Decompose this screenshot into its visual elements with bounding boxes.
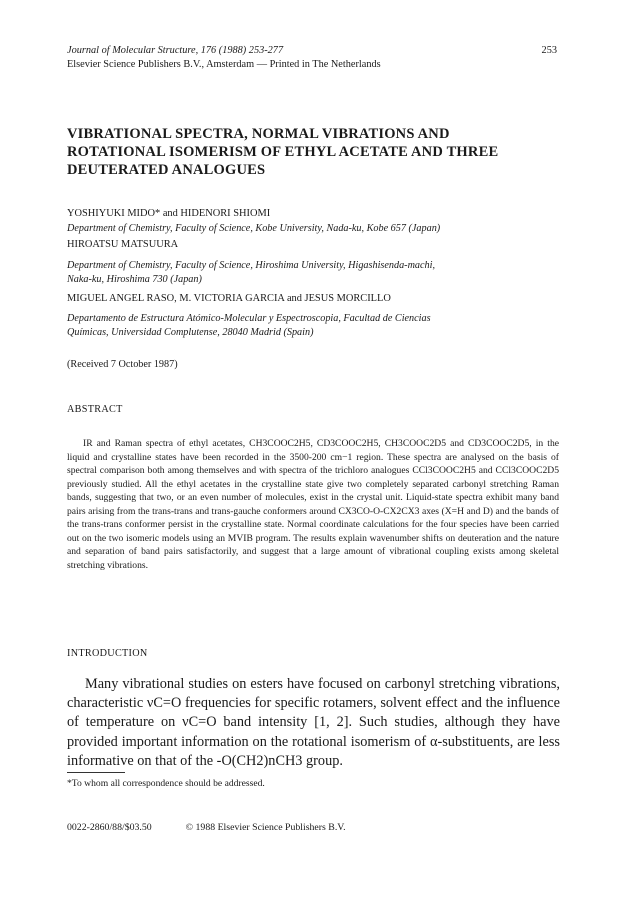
affiliation-2 [67,259,547,287]
article-code: 0022-2860/88/$03.50 [67,822,152,833]
footnote-divider [67,772,125,773]
author-group-3: MIGUEL ANGEL RASO, M. VICTORIA GARCIA and JESUS MORCILLO [67,293,391,304]
affiliation-3 [67,312,547,340]
abstract-text: IR and Raman spectra of ethyl acetates, CH3COOC2H5, CD3COOC2H5, CH3COOC2D5 and CD3COOC2D5, in the liquid and crystalline states have been recorded in the 3500-200 cm−1 region. These spectra are analysed on the basis of spectral comparison both among themselves and with spectra of the trichloro analogues CCl3COOC2H5 and CCl3COOC2D5 previously studied. All the ethyl acetates in the crystalline state give two completely separated carbonyl stretching Raman bands, suggesting that two, or an even number of molecules, exist in the crystal unit. Liquid-state spectra exhibit many band pairs arising from the trans-trans and trans-gauche conformers around CX3CO-O-CX2CX3 axes (X=H and D) and the bands of the trans-trans conformer persist in the crystalline state. Normal coordinate calculations for the four species have been carried out on the two isomeric models using an MVIB program. The results explain wavenumber shifts on deuteration and the nature and separation of band pairs satisfactorily, and suggest that a large amount of vibrational coupling exists among skeletal stretching vibrations. [67,438,559,571]
copyright-notice: © 1988 Elsevier Science Publishers B.V. [185,822,346,833]
received-date: (Received 7 October 1987) [67,359,178,370]
publisher-line: Elsevier Science Publishers B.V., Amsterdam — Printed in The Netherlands [67,59,381,70]
footnote: *To whom all correspondence should be addressed. [67,778,265,789]
running-header [67,44,557,72]
abstract-heading: ABSTRACT [67,404,123,415]
affiliation-line: Químicas, Universidad Complutense, 28040 Madrid (Spain) [67,327,314,338]
article-title [67,125,557,179]
author-group-1: YOSHIYUKI MIDO* and HIDENORI SHIOMI [67,208,271,219]
affiliation-line: Naka-ku, Hiroshima 730 (Japan) [67,274,202,285]
affiliation-1: Department of Chemistry, Faculty of Science, Kobe University, Nada-ku, Kobe 657 (Japan) [67,223,441,234]
affiliation-line: Departamento de Estructura Atómico-Molecular y Espectroscopia, Facultad de Ciencias [67,313,431,324]
page-footer [67,822,346,833]
title-line: DEUTERATED ANALOGUES [67,162,266,178]
author-group-2: HIROATSU MATSUURA [67,239,179,250]
journal-citation: Journal of Molecular Structure, 176 (1988) 253-277 [67,45,284,56]
title-line: ROTATIONAL ISOMERISM OF ETHYL ACETATE AND THREE [67,144,499,160]
introduction-text: Many vibrational studies on esters have focused on carbonyl stretching vibrations, characteristic νC=O frequencies for specific rotamers, solvent effect and the influence of temperature on νC=O band intensity [1, 2]. Such studies, although they have provided important information on the rotational isomerism of α-substituents, are less informative on that of the -O(CH2)nCH3 group. [67,676,560,769]
introduction-heading: INTRODUCTION [67,648,148,659]
affiliation-line: Department of Chemistry, Faculty of Science, Hiroshima University, Higashisenda-machi, [67,260,436,271]
title-line: VIBRATIONAL SPECTRA, NORMAL VIBRATIONS AND [67,126,450,142]
page-number: 253 [541,45,557,56]
